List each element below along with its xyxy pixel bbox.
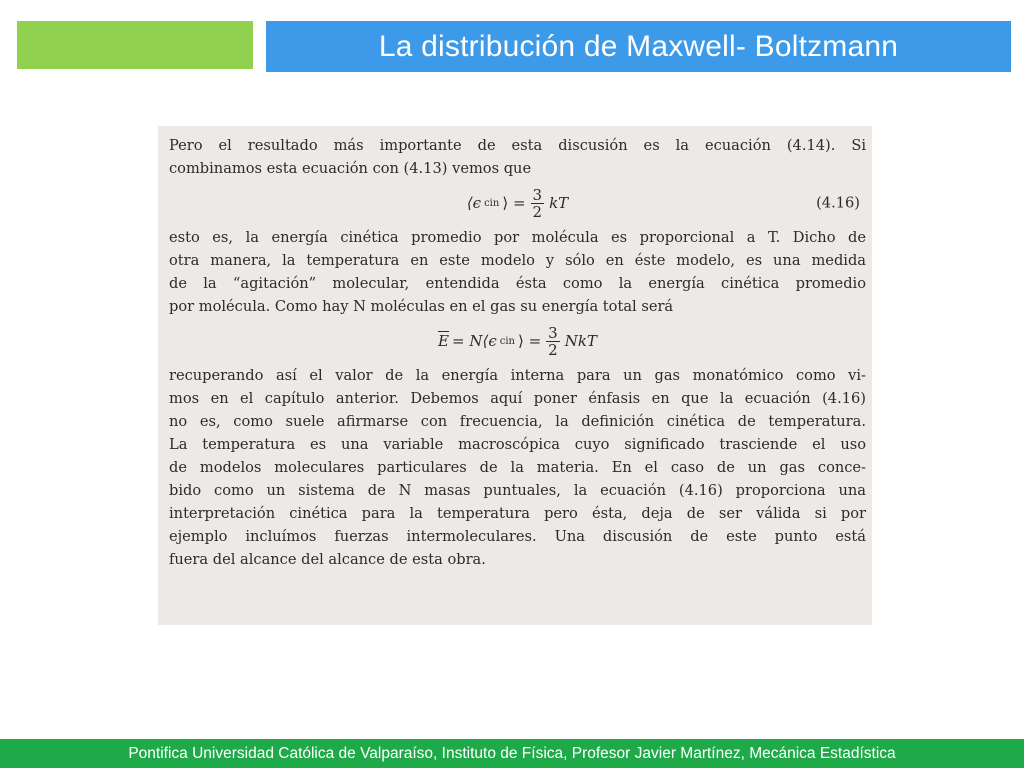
- title-bar: [266, 21, 1011, 72]
- footer-text: Pontifica Universidad Católica de Valparaíso, Instituto de Física, Profesor Javier Martínez, Mecánica Estadística: [128, 744, 896, 762]
- eq2-fraction: [546, 325, 560, 358]
- eq1-frac-num: 3: [532, 185, 543, 204]
- slide-title: La distribución de Maxwell- Boltzmann: [378, 29, 899, 63]
- text-line: ejemplo incluímos fuerzas intermoleculares. Una discusión de este punto está: [169, 528, 866, 545]
- text-line: Pero el resultado más importante de esta discusión es la ecuación (4.14). Si: [169, 137, 866, 154]
- eq2-lhs: $\overline{E}$: [438, 332, 449, 350]
- eq2-mid-sub: cin: [499, 335, 515, 347]
- text-line: de modelos moleculares particulares de la materia. En el caso de un gas conce-: [169, 459, 866, 476]
- eq1-fraction: [531, 187, 545, 220]
- text-line: bido como un sistema de N masas puntuales, la ecuación (4.16) proporciona una: [169, 482, 866, 499]
- text-line: recuperando así el valor de la energía interna para un gas monatómico como vi-: [169, 367, 866, 384]
- text-line: de la “agitación” molecular, entendida ésta como la energía cinética promedio: [169, 275, 866, 292]
- footer-bar: [0, 739, 1024, 768]
- paragraph-1: [169, 134, 866, 180]
- eq2-rhs: NkT: [564, 332, 597, 350]
- eq2-frac-num: 3: [548, 323, 558, 342]
- text-line: interpretación cinética para la temperatura pero ésta, deja de ser válida si por: [169, 505, 866, 522]
- text-line: fuera del alcance del alcance de esta obra.: [169, 551, 486, 568]
- header-accent-block: [17, 21, 253, 69]
- text-line: no es, como suele afirmarse con frecuencia, la definición cinética de temperatura.: [169, 413, 866, 430]
- text-line: por molécula. Como hay N moléculas en el gas su energía total será: [169, 298, 674, 315]
- eq2-frac-den: 2: [548, 340, 558, 359]
- paragraph-3: [169, 364, 866, 571]
- eq1-lhs: ⟨ϵ: [466, 194, 482, 212]
- eq1-frac-den: 2: [532, 202, 543, 221]
- eq1-lhs-close: ⟩ =: [502, 194, 526, 212]
- eq1-rhs: kT: [549, 194, 569, 212]
- equation-total-energy: [169, 318, 866, 364]
- equation-4-16: [169, 180, 866, 226]
- equation-number: (4.16): [816, 194, 860, 212]
- text-line: combinamos esta ecuación con (4.13) vemos que: [169, 160, 532, 177]
- eq2-mid: = N⟨ϵ: [452, 332, 497, 350]
- eq2-mid-close: ⟩ =: [517, 332, 542, 350]
- paragraph-2: [169, 226, 866, 318]
- text-line: mos en el capítulo anterior. Debemos aquí poner énfasis en que la ecuación (4.16): [169, 390, 866, 407]
- text-line: otra manera, la temperatura en este modelo y sólo en éste modelo, es una medida: [169, 252, 866, 269]
- text-line: La temperatura es una variable macroscópica cuyo significado trasciende el uso: [169, 436, 866, 453]
- eq1-lhs-sub: cin: [484, 197, 500, 209]
- scanned-text-image: [158, 126, 872, 625]
- text-line: esto es, la energía cinética promedio por molécula es proporcional a T. Dicho de: [169, 229, 866, 246]
